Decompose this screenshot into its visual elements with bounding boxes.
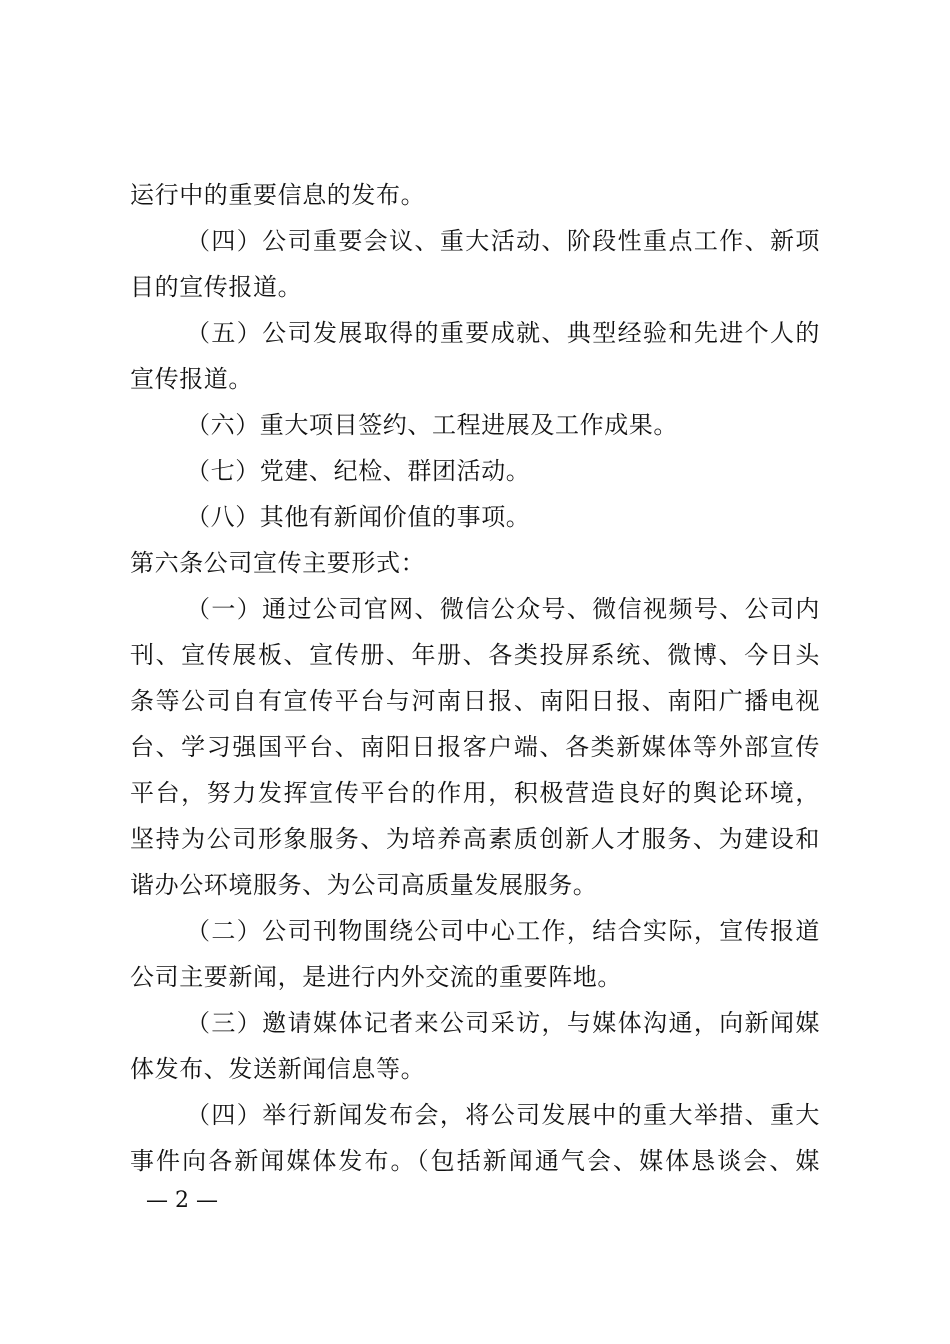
text-line: 宣传报道。 [130,365,253,393]
text-line: 运行中的重要信息的发布。 [130,181,426,209]
text-line: 平台，努力发挥宣传平台的作用，积极营造良好的舆论环境， [130,779,820,807]
text-line: （七）党建、纪检、群团活动。 [186,457,531,485]
text-line: （四）公司重要会议、重大活动、阶段性重点工作、新项 [186,227,820,255]
text-line: 谐办公环境服务、为公司高质量发展服务。 [130,871,598,899]
section-heading: 第六条公司宣传主要形式： [130,549,426,577]
text-line: （五）公司发展取得的重要成就、典型经验和先进个人的 [186,319,820,347]
text-line: 体发布、发送新闻信息等。 [130,1055,426,1083]
text-line: 条等公司自有宣传平台与河南日报、南阳日报、南阳广播电视 [130,687,820,715]
text-line: 刊、宣传展板、宣传册、年册、各类投屏系统、微博、今日头 [130,641,820,669]
text-line: 台、学习强国平台、南阳日报客户端、各类新媒体等外部宣传 [130,733,820,761]
text-line: 公司主要新闻，是进行内外交流的重要阵地。 [130,963,622,991]
text-line: （一）通过公司官网、微信公众号、微信视频号、公司内 [186,595,820,623]
body-text [130,172,820,1184]
text-line: （三）邀请媒体记者来公司采访，与媒体沟通，向新闻媒 [186,1009,820,1037]
text-line: （四）举行新闻发布会，将公司发展中的重大举措、重大 [186,1101,820,1129]
text-line: 事件向各新闻媒体发布。（包括新闻通气会、媒体恳谈会、媒 [130,1147,820,1175]
text-line: （六）重大项目签约、工程进展及工作成果。 [186,411,678,439]
text-line: 坚持为公司形象服务、为培养高素质创新人才服务、为建设和 [130,825,820,853]
text-line: （八）其他有新闻价值的事项。 [186,503,531,531]
text-line: 目的宣传报道。 [130,273,303,301]
page-number: — 2 — [146,1188,218,1213]
text-line: （二）公司刊物围绕公司中心工作，结合实际，宣传报道 [186,917,820,945]
